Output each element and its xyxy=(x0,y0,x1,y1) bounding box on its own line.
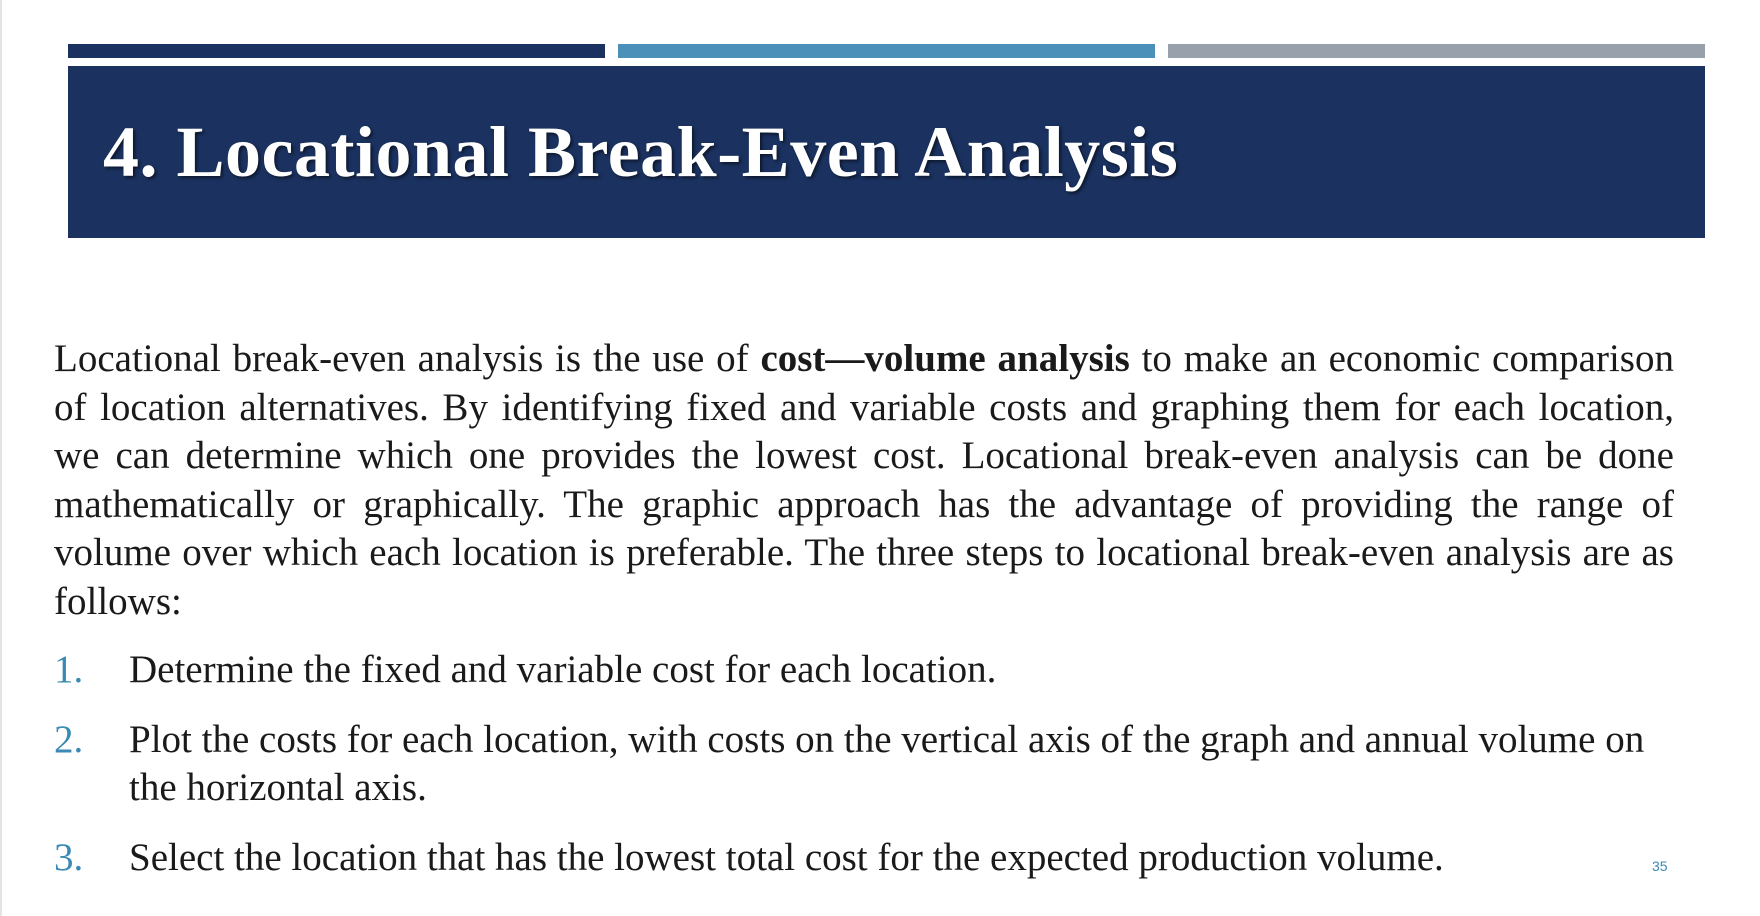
accent-bar-dark xyxy=(68,44,605,58)
list-item xyxy=(54,834,1674,882)
paragraph-bold-term: cost—volume analysis xyxy=(760,337,1130,380)
step-text: Determine the fixed and variable cost for each location. xyxy=(129,648,997,691)
accent-bar-blue xyxy=(618,44,1155,58)
step-text: Select the location that has the lowest total cost for the expected production volume. xyxy=(129,836,1444,879)
step-number: 1. xyxy=(54,648,84,691)
step-number: 3. xyxy=(54,836,84,879)
page-number: 35 xyxy=(1652,858,1668,874)
intro-paragraph xyxy=(54,335,1674,626)
list-item xyxy=(54,716,1674,812)
paragraph-text-end: to make an economic comparison of location alternatives. By identifying fixed and variable costs and graphing them for each location, we can determine which one provides the lowest cost. Locational break-even analysis can be done mathematically or graphically. The graphic approach has the advantage of providing the range of volume over which each location is preferable. The three steps to locational break-even analysis are as follows: xyxy=(54,337,1674,623)
step-number: 2. xyxy=(54,718,84,761)
paragraph-text-start: Locational break-even analysis is the use of xyxy=(54,337,761,380)
steps-list xyxy=(54,646,1674,882)
title-banner xyxy=(68,66,1705,238)
list-item xyxy=(54,646,1674,694)
step-text: Plot the costs for each location, with costs on the vertical axis of the graph and annual volume on the horizontal axis. xyxy=(129,718,1645,809)
slide-left-edge xyxy=(0,0,2,916)
slide-title: 4. Locational Break-Even Analysis xyxy=(103,111,1179,192)
accent-bar-gray xyxy=(1168,44,1705,58)
